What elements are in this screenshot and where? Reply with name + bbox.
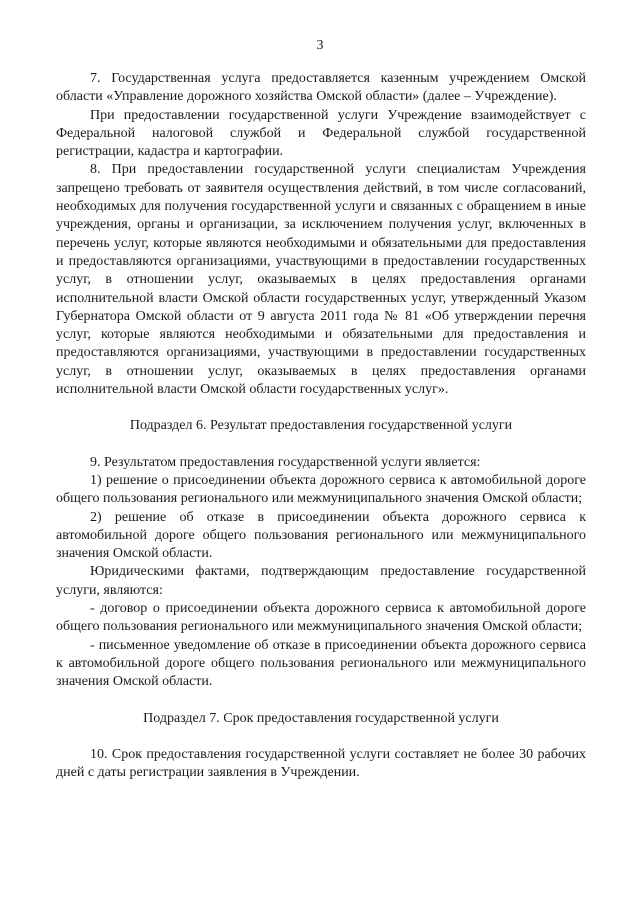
section-spacer: [56, 399, 586, 417]
list-item-decision-connect: 1) решение о присоединении объекта дорожного сервиса к автомобильной дороге общего пользования регионального или межмуниципального значения Омской области;: [56, 472, 586, 507]
paragraph-legal-facts: Юридическими фактами, подтверждающим предоставление государственной услуги, являются:: [56, 564, 586, 598]
paragraph-7: 7. Государственная услуга предоставляется казенным учреждением Омской области «Управление дорожного хозяйства Омской области» (далее – Учреждение).: [56, 71, 586, 105]
paragraph-10: 10. Срок предоставления государственной услуги составляет не более 30 рабочих дней с даты регистрации заявления в Учреждении.: [56, 746, 586, 781]
paragraph-7-interaction: При предоставлении государственной услуги Учреждение взаимодействует с Федеральной налоговой службой и Федеральной службой государственной регистрации, кадастра и картографии.: [56, 107, 586, 160]
section-7-heading: Подраздел 7. Срок предоставления государственной услуги: [143, 710, 499, 726]
paragraph-9: 9. Результатом предоставления государственной услуги является:: [90, 454, 481, 470]
heading-spacer: [56, 728, 586, 746]
section-spacer: [56, 692, 586, 710]
list-item-refusal-notice: - письменное уведомление об отказе в присоединении объекта дорожного сервиса к автомобильной дороге общего пользования регионального или межмуниципального значения Омской области.: [56, 637, 586, 690]
list-item-contract: - договор о присоединении объекта дорожного сервиса к автомобильной дороге общего пользования регионального или межмуниципального значения Омской области;: [56, 601, 586, 635]
list-item-decision-refuse: 2) решение об отказе в присоединении объекта дорожного сервиса к автомобильной дороге общего пользования регионального или межмуниципального значения Омской области.: [56, 509, 586, 562]
section-6-heading: Подраздел 6. Результат предоставления государственной услуги: [129, 418, 513, 434]
document-body: [56, 70, 586, 782]
page-number: 3: [316, 38, 324, 53]
heading-spacer: [56, 436, 586, 454]
paragraph-8: 8. При предоставлении государственной услуги специалистам Учреждения запрещено требовать от заявителя осуществления действий, в том числе согласований, необходимых для получения государственной услуги и связанных с обращением в иные учреждения, органы и организации, за исключением получения услуг, включенных в перечень услуг, которые являются необходимыми и обязательными для предоставления и предоставляются организациями, участвующими в предоставлении государственных услуг, в отношении услуг, оказываемых в целях предоставления органами исполнительной власти Омской области государственных услуг, утвержденный Указом Губернатора Омской области от 9 августа 2011 года № 81 «Об утверждении перечня услуг, которые являются необходимыми и обязательными для предоставления и предоставляются организациями, участвующими в предоставлении государственных услуг, в отношении услуг, оказываемых в целях предоставления органами исполнительной власти Омской области государственных услуг».: [56, 162, 586, 398]
